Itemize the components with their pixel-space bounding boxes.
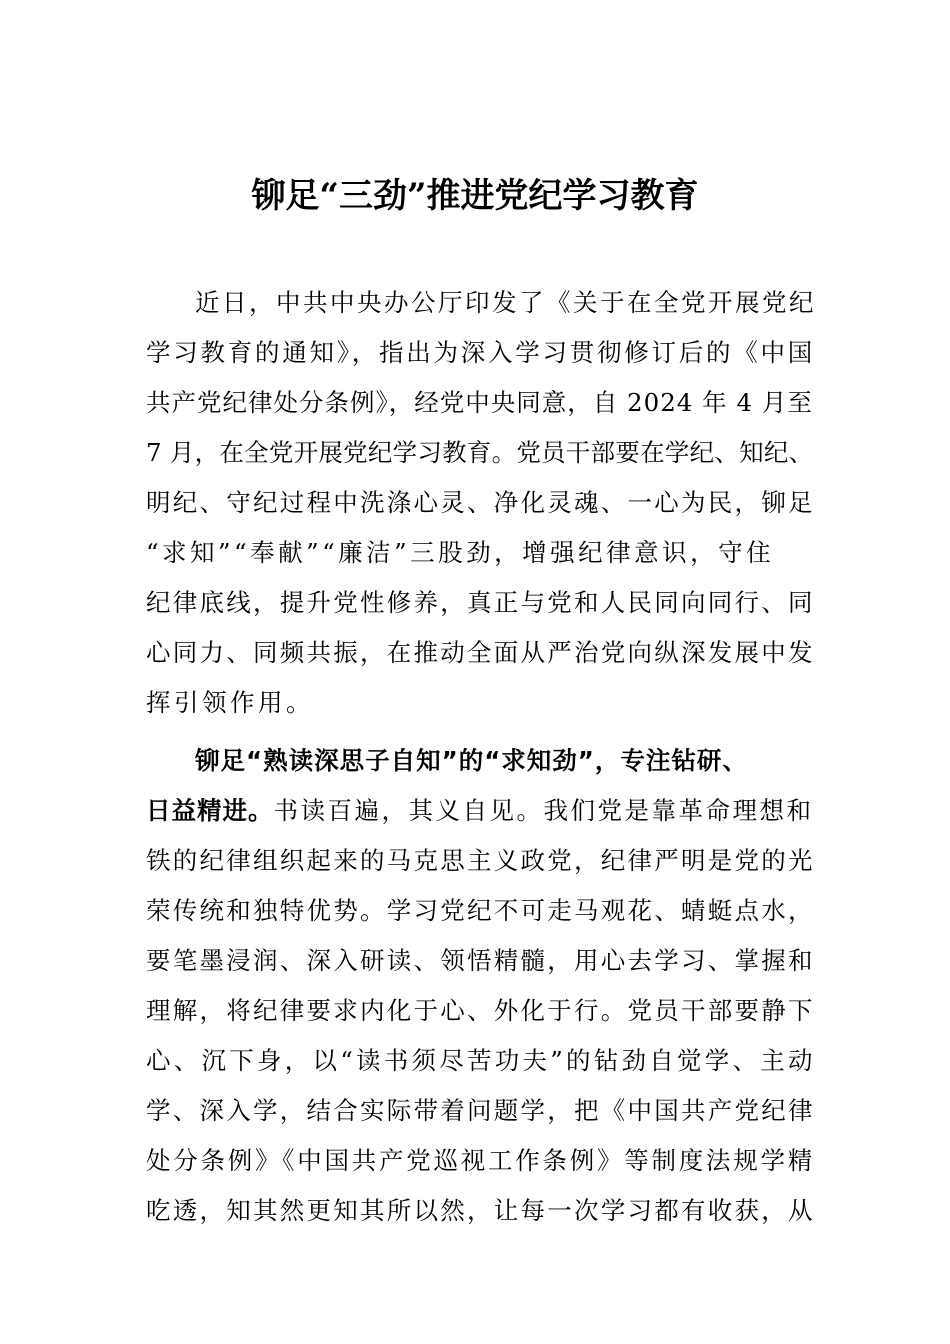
paragraph-line <box>146 791 818 841</box>
document-title: 铆足“三劲”推进党纪学习教育 <box>251 176 699 216</box>
paragraph-line: 学、深入学，结合实际带着问题学，把《中国共产党纪律 <box>146 1096 815 1125</box>
paragraph-line: “求知”“奉献”“廉洁”三股劲，增强纪律意识，守住 <box>146 538 775 567</box>
paragraph-line: 挥引领作用。 <box>146 688 314 717</box>
paragraph-text: 书读百遍，其义自见。我们党是靠革命理想和 <box>273 796 814 825</box>
paragraph-line: 学习教育的通知》，指出为深入学习贯彻修订后的《中国 <box>146 338 815 367</box>
paragraph-line: 吃透，知其然更知其所以然，让每一次学习都有收获，从 <box>146 1196 815 1225</box>
paragraph-line: 理解，将纪律要求内化于心、外化于行。党员干部要静下 <box>146 996 815 1025</box>
paragraph-line: 纪律底线，提升党性修养，真正与党和人民同向同行、同 <box>146 588 815 617</box>
paragraph-line: 心同力、同频共振，在推动全面从严治党向纵深发展中发 <box>146 638 815 667</box>
paragraph-line: 铁的纪律组织起来的马克思主义政党，纪律严明是党的光 <box>146 846 815 875</box>
paragraph-line: 处分条例》《中国共产党巡视工作条例》等制度法规学精 <box>146 1146 815 1175</box>
paragraph-1 <box>146 283 818 733</box>
section-heading: 铆足“熟读深思子自知”的“求知劲”，专注钻研、 <box>195 746 748 775</box>
paragraph-2 <box>146 741 818 1241</box>
paragraph-line: 心、沉下身，以“读书须尽苦功夫”的钻劲自觉学、主动 <box>146 1046 816 1075</box>
document-body <box>146 283 818 1241</box>
paragraph-line: 共产党纪律处分条例》，经党中央同意，自 2024 年 4 月至 <box>146 388 813 417</box>
paragraph-heading-line <box>146 741 818 791</box>
paragraph-line: 要笔墨浸润、深入研读、领悟精髓，用心去学习、掌握和 <box>146 946 815 975</box>
section-heading-end: 日益精进。 <box>146 796 274 825</box>
paragraph-line: 荣传统和独特优势。学习党纪不可走马观花、蜻蜓点水， <box>146 896 815 925</box>
paragraph-line: 近日，中共中央办公厅印发了《关于在全党开展党纪 <box>195 288 816 317</box>
paragraph-line: 明纪、守纪过程中洗涤心灵、净化灵魂、一心为民，铆足 <box>146 488 815 517</box>
paragraph-line: 7 月，在全党开展党纪学习教育。党员干部要在学纪、知纪、 <box>146 438 814 467</box>
